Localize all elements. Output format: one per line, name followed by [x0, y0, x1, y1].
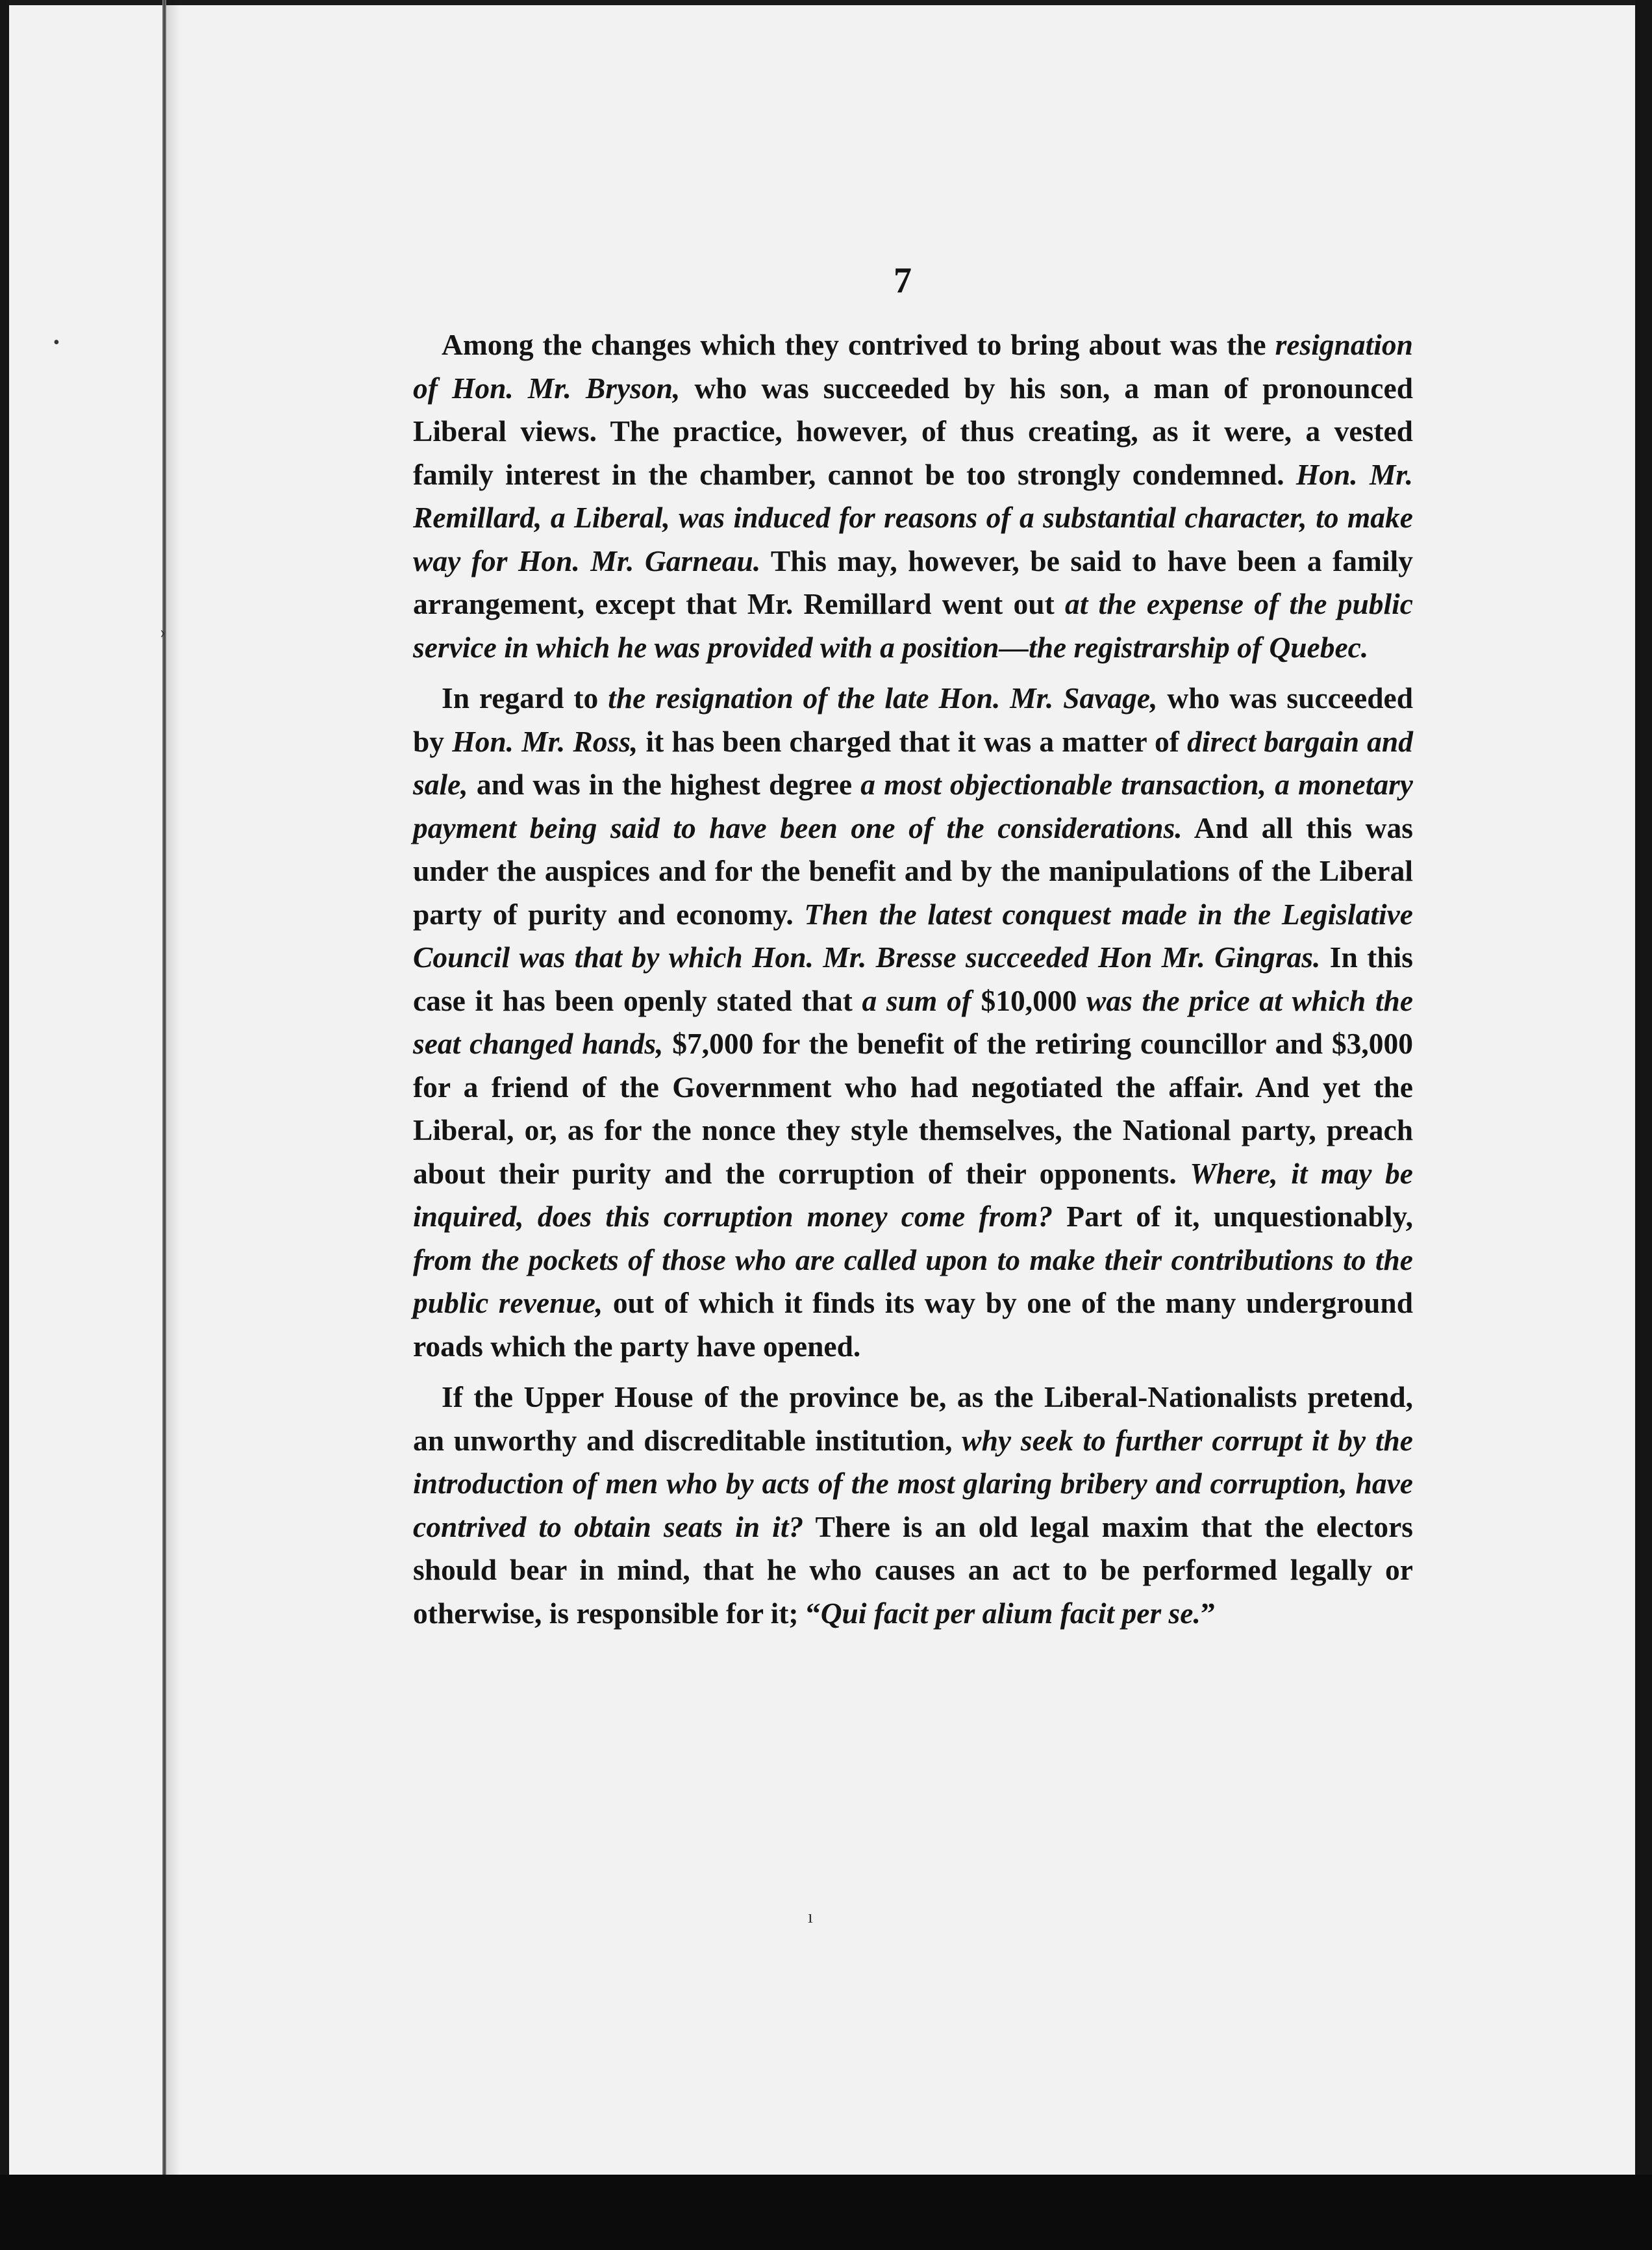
- text-run: out of which it finds its way by one of the many underground roads which the party have opened.: [413, 1286, 1413, 1363]
- italic-run: the resignation of the late Hon. Mr. Savage,: [608, 681, 1158, 714]
- text-run: If the Upper House of the province be, as the Liberal-Nationalists pretend, an unworthy and discreditable institution,: [413, 1380, 1413, 1457]
- paragraph-2: [413, 677, 1413, 1368]
- italic-run: Where, it may be inquired, does this corruption money come from?: [413, 1156, 1413, 1233]
- scan-border-bottom: [0, 2175, 1652, 2250]
- text-run: ”: [1200, 1596, 1216, 1630]
- italic-run: Qui facit per alium facit per se.: [820, 1596, 1201, 1630]
- italic-run: resignation of Hon. Mr. Bryson,: [413, 328, 1413, 405]
- text-run: it has been charged that it was a matter of: [638, 724, 1188, 758]
- binding-gutter-shadow: [166, 0, 181, 2250]
- text-run: $7,000 for the benefit of the retiring councillor and $3,000 for a friend of the Government who had negotiated the affair. And yet the Liberal, or, as for the nonce they style themselves, the National party, preach about their purity and the corruption of their opponents.: [413, 1027, 1413, 1190]
- italic-run: why seek to further corrupt it by the introduction of men who by acts of the most glaring bribery and corruption, have contrived to obtain seats in it?: [413, 1423, 1413, 1543]
- italic-run: a most objectionable transaction, a monetary payment being said to have been one of the considerations.: [413, 768, 1413, 844]
- text-run: who was succeeded by his son, a man of pronounced Liberal views. The practice, however, of thus creating, as it were, a vested family interest in the chamber, cannot be too strongly condemned.: [413, 371, 1413, 491]
- italic-run: at the expense of the public service in which he was provided with a position—the registrarship of Quebec.: [413, 587, 1413, 664]
- italic-run: direct bargain and sale,: [413, 724, 1413, 801]
- text-run: This may, however, be said to have been a family arrangement, except that Mr. Remillard went out: [413, 544, 1413, 620]
- scan-border-right: [1635, 0, 1652, 2250]
- text-run: There is an old legal maxim that the electors should bear in mind, that he who causes an act to be performed legally or otherwise, is responsible for it; “: [413, 1510, 1413, 1630]
- page-speck: ı: [808, 1907, 813, 1927]
- italic-run: Hon. Mr. Remillard, a Liberal, was induced for reasons of a substantial character, to make way for Hon. Mr. Garneau.: [413, 457, 1413, 577]
- text-run: $10,000: [971, 983, 1087, 1017]
- margin-speck: •: [53, 333, 60, 353]
- paragraph-3: [413, 1376, 1413, 1635]
- page-body: [413, 323, 1413, 1635]
- italic-run: a sum of: [862, 983, 971, 1017]
- text-run: In regard to: [442, 681, 608, 714]
- text-run: In this case it has been openly stated that: [413, 941, 1413, 1017]
- text-run: Among the changes which they contrived to bring about was the: [442, 328, 1275, 361]
- text-run: Part of it, unquestionably,: [1053, 1200, 1413, 1233]
- italic-run: from the pockets of those who are called upon to make their contributions to the public revenue,: [413, 1243, 1413, 1319]
- text-run: who was succeeded by: [413, 681, 1413, 758]
- paragraph-1: [413, 323, 1413, 669]
- scan-border-left: [0, 0, 9, 2250]
- italic-run: Then the latest conquest made in the Legislative Council was that by which Hon. Mr. Bresse succeeded Hon Mr. Gingras.: [413, 897, 1413, 974]
- page-number: 7: [894, 260, 912, 301]
- italic-run: Hon. Mr. Ross,: [452, 724, 638, 758]
- italic-run: was the price at which the seat changed hands,: [413, 983, 1414, 1060]
- scan-border-top: [0, 0, 1652, 5]
- margin-tick: ›: [160, 622, 166, 642]
- text-run: And all this was under the auspices and for the benefit and by the manipulations of the Liberal party of purity and economy.: [413, 811, 1413, 931]
- text-run: and was in the highest degree: [468, 768, 861, 801]
